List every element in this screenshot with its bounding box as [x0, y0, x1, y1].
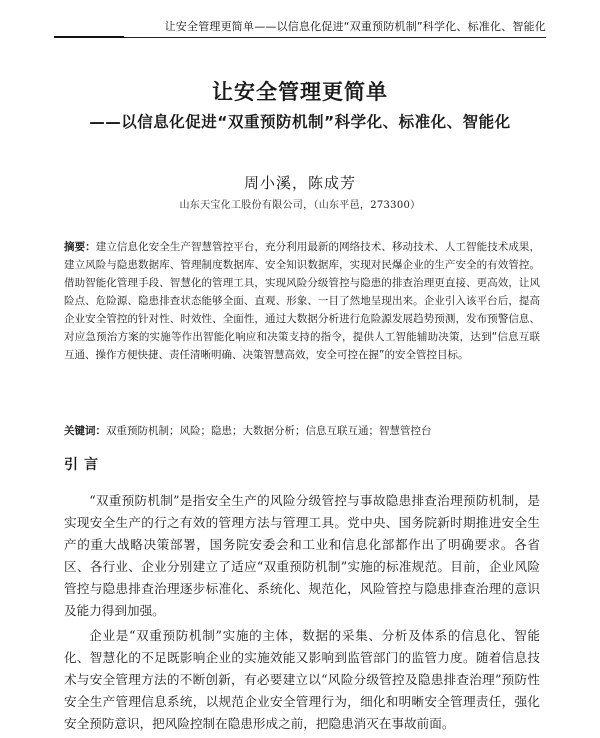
running-title: 让安全管理更简单——以信息化促进“双重预防机制”科学化、标准化、智能化	[164, 20, 546, 33]
keywords	[64, 422, 540, 440]
body-paragraph: 企业是“双重预防机制”实施的主体，数据的采集、分析及体系的信息化、智能化、智慧化的不足既影响企业的实施效能又影响到监管部门的监管力度。随着信息技术与安全管理方法的不断创新，有必要建立以“风险分级管控及隐患排查治理”预防性安全生产管理信息系统，以规范企业安全管理行为，细化和明晰安全管理责任，强化安全预防意识，把风险控制在隐患形成之前，把隐患消灭在事故前面。	[64, 628, 540, 731]
article-affiliation: 山东天宝化工股份有限公司，（山东平邑，273300）	[179, 200, 421, 211]
abstract-text: 建立信息化安全生产智慧管控平台，充分利用最新的网络技术、移动技术、人工智能技术成果，建立风险与隐患数据库、管理制度数据库、安全知识数据库，实现对民爆企业的生产安全的有效管控。借助智能化管理手段、智慧化的管理工具，实现风险分级管控与隐患的排查治理更直接、更高效，让风险点、危险源、隐患排查状态能够全面、直观、形象、一目了然地呈现出来。企业引入该平台后，提高企业安全管控的针对性、时效性、全面性，通过大数据分析进行危险源发展趋势预测，发布预警信息、对应急预治方案的实施等作出智能化响应和决策支持的指令，提供人工智能辅助决策，达到“信息互联互通、操作方便快捷、责任清晰明确、决策智慧高效，安全可控在握”的安全管控目标。	[64, 241, 541, 361]
running-header	[54, 0, 546, 38]
article-subtitle: ——以信息化促进“双重预防机制”科学化、标准化、智能化	[89, 113, 511, 131]
section-heading-introduction: 引言	[64, 457, 104, 473]
introduction-body	[64, 490, 540, 738]
keywords-label: 关键词：	[64, 425, 106, 437]
article-authors: 周小溪，陈成芳	[243, 174, 356, 192]
abstract	[64, 238, 540, 364]
abstract-label: 摘要：	[64, 241, 96, 253]
header-rule	[54, 36, 124, 38]
body-paragraph: “双重预防机制”是指安全生产的风险分级管控与事故隐患排查治理预防机制，是实现安全生产的行之有效的管理方法与管理工具。党中央、国务院新时期推进安全生产的重大战略决策部署，国务院安委会和工业和信息化部都作出了明确要求。各省区、各行业、企业分别建立了适应“双重预防机制”实施的标准规范。目前，企业风险管控与隐患排查治理逐步标准化、系统化、规范化，风险管控与隐患排查治理的意识及能力得到加强。	[64, 493, 540, 618]
article-title: 让安全管理更简单	[212, 80, 388, 104]
keywords-text: 双重预防机制；风险；隐患；大数据分析；信息互联互通；智慧管控台	[106, 425, 432, 437]
